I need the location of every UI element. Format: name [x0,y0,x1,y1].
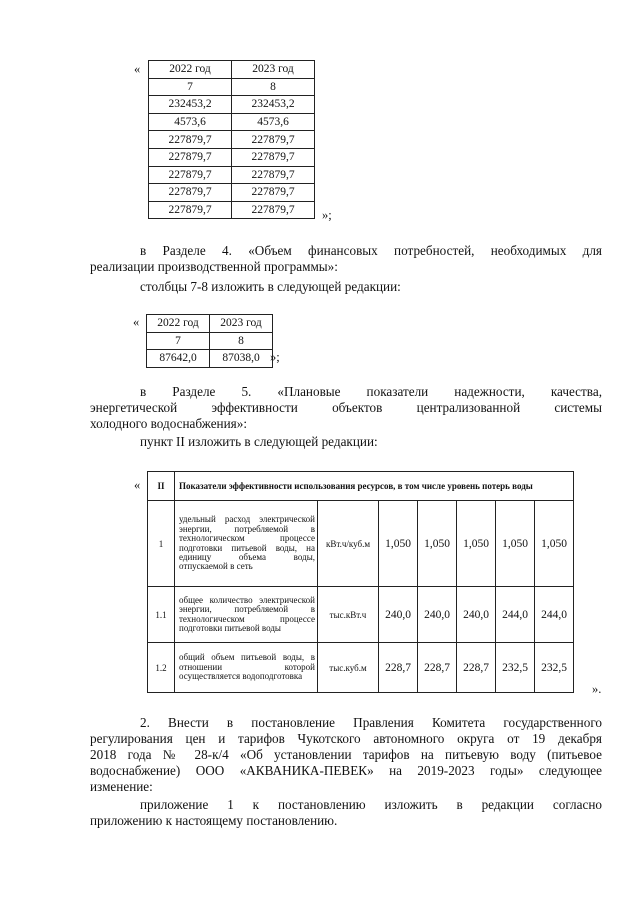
table-cell: 227879,7 [232,166,315,184]
opening-quote: « [134,62,141,76]
para-item2-line2: регулирования цен и тарифов Чукотского автономного округа от 19 декабря [90,731,602,746]
table-cell: 232453,2 [149,96,232,114]
column-header: 2023 год [232,61,315,79]
table-cell: 227879,7 [149,201,232,219]
para-section5-line3: холодного водоснабжения»: [90,416,247,431]
section-title: Показатели эффективности использования ресурсов, в том числе уровень потерь воды [175,472,574,501]
column-header: 2022 год [149,61,232,79]
table-row [149,96,315,114]
table-section-header-row [148,472,574,501]
indicator-number: 1 [148,501,175,587]
indicator-value: 1,050 [418,501,457,587]
table-header-row [149,61,315,79]
para-item2-line5: изменение: [90,779,153,794]
table-cell: 227879,7 [232,131,315,149]
indicator-row [148,501,574,587]
para-item2-line4: водоснабжение) ООО «АКВАНИКА-ПЕВЕК» на 2019-2023 годы» следующее [90,763,602,778]
indicator-value: 244,0 [535,587,574,643]
table-cell: 227879,7 [232,201,315,219]
table-cell: 7 [147,332,210,350]
indicator-value: 1,050 [457,501,496,587]
para-item2-line7: приложению к настоящему постановлению. [90,813,338,828]
indicator-value: 244,0 [496,587,535,643]
indicator-unit: тыс.куб.м [318,643,379,693]
table-cell: 227879,7 [232,184,315,202]
indicator-value: 232,5 [496,643,535,693]
table-row [147,332,273,350]
indicator-unit: тыс.кВт.ч [318,587,379,643]
indicator-value: 228,7 [418,643,457,693]
table-cell: 8 [232,78,315,96]
indicator-name: общий объем питьевой воды, в отношении которой осуществляется водоподготовка [175,643,318,693]
table-row [149,201,315,219]
table-cell: 87642,0 [147,350,210,368]
indicator-name: общее количество электрической энергии, потребляемой в технологическом процессе подготовки питьевой воды [175,587,318,643]
table-cell: 227879,7 [149,148,232,166]
table-cell: 227879,7 [149,131,232,149]
table-cell: 227879,7 [232,148,315,166]
indicator-number: 1.1 [148,587,175,643]
indicator-row [148,587,574,643]
opening-quote: « [133,315,140,329]
indicator-value: 240,0 [457,587,496,643]
table-row [149,166,315,184]
indicator-number: 1.2 [148,643,175,693]
table-header-row [147,315,273,333]
indicator-value: 228,7 [457,643,496,693]
para-item2-line6: приложение 1 к постановлению изложить в редакции согласно [140,797,602,812]
table-cell: 232453,2 [232,96,315,114]
para-section4-line3: столбцы 7-8 изложить в следующей редакции: [140,279,401,294]
table-row [149,184,315,202]
table-years-2022-2023 [148,60,315,219]
opening-quote: « [134,478,141,492]
table-cell: 4573,6 [232,113,315,131]
table-row [147,350,273,368]
table-row [149,78,315,96]
para-item2-line3: 2018 года № 28-к/4 «Об установлении тарифов на питьевую воду (питьевое [90,747,602,762]
para-section4-line2: реализации производственной программы»: [90,259,338,274]
closing-quote-final: ». [592,682,602,696]
table-cell: 4573,6 [149,113,232,131]
indicator-value: 240,0 [379,587,418,643]
indicator-value: 228,7 [379,643,418,693]
para-section5-line4: пункт II изложить в следующей редакции: [140,434,378,449]
table-cell: 8 [210,332,273,350]
para-section5-line1: в Разделе 5. «Плановые показатели надежности, качества, [140,384,602,399]
column-header: 2023 год [210,315,273,333]
table-row [149,148,315,166]
table-row [149,131,315,149]
para-item2-line1: 2. Внести в постановление Правления Комитета государственного [140,715,602,730]
table-cell: 227879,7 [149,166,232,184]
indicator-value: 1,050 [379,501,418,587]
indicator-name: удельный расход электрической энергии, потребляемой в технологическом процессе подготовки питьевой воды, на единицу объема воды, отпускаемой в сеть [175,501,318,587]
indicator-value: 240,0 [418,587,457,643]
table-financial-needs [146,314,273,368]
indicator-value: 1,050 [496,501,535,587]
table-row [149,113,315,131]
table-cell: 87038,0 [210,350,273,368]
column-header: 2022 год [147,315,210,333]
table-efficiency-indicators [147,471,574,693]
closing-quote: »; [322,208,332,222]
indicator-value: 232,5 [535,643,574,693]
para-section4-line1: в Разделе 4. «Объем финансовых потребностей, необходимых для [140,243,602,258]
indicator-row [148,643,574,693]
indicator-value: 1,050 [535,501,574,587]
table-cell: 7 [149,78,232,96]
section-number: II [148,472,175,501]
table-cell: 227879,7 [149,184,232,202]
indicator-unit: кВт.ч/куб.м [318,501,379,587]
closing-quote: »; [270,350,280,364]
para-section5-line2: энергетической эффективности объектов централизованной системы [90,400,602,415]
